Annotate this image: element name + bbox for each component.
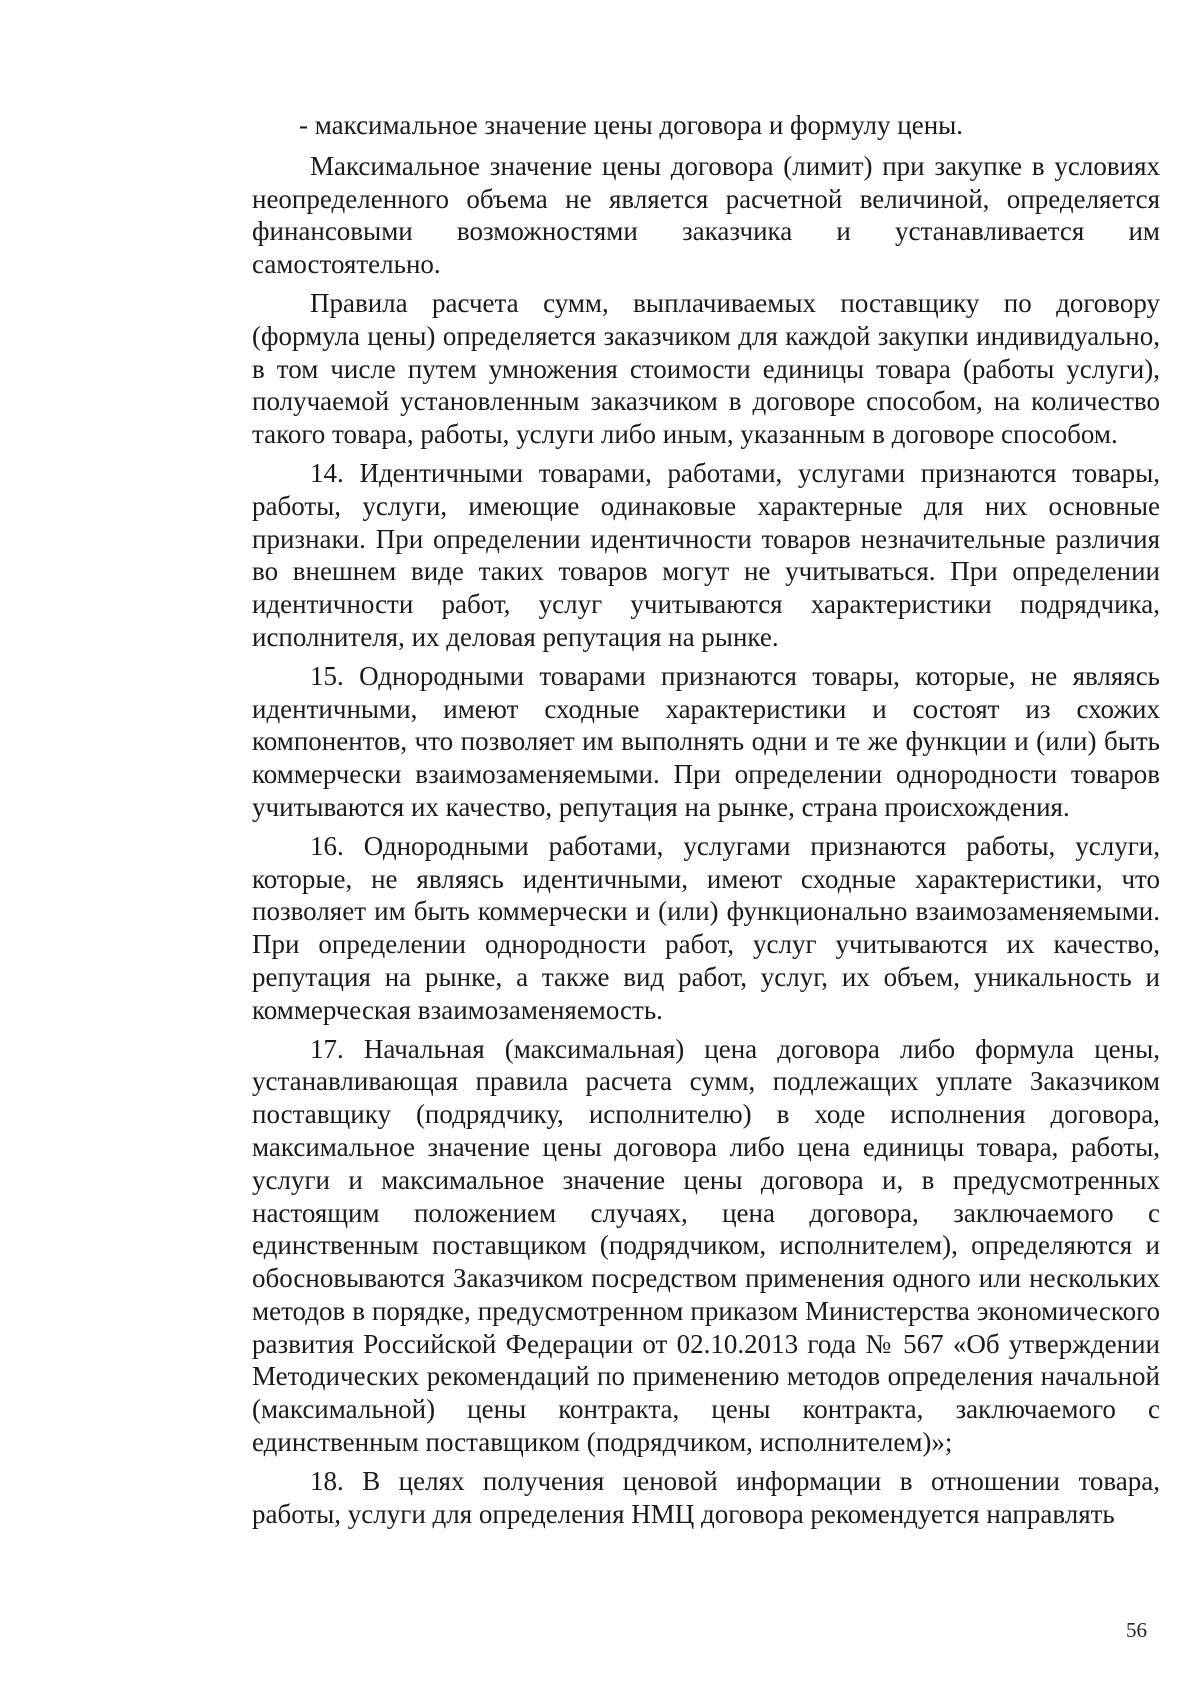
- paragraph-15-homogeneous-goods: 15. Однородными товарами признаются товары, которые, не являясь идентичными, имеют сходные характеристики и состоят из схожих компонентов, что позволяет им выполнять одни и те же функции и (или) быть коммерчески взаимозаменяемыми. При определении однородности товаров учитываются их качество, репутация на рынке, страна происхождения.: [252, 660, 1160, 822]
- paragraph-price-formula-rules: Правила расчета сумм, выплачиваемых поставщику по договору (формула цены) определяется заказчиком для каждой закупки индивидуально, в том числе путем умножения стоимости единицы товара (работы услуги), получаемой установленным заказчиком в договоре способом, на количество такого товара, работы, услуги либо иным, указанным в договоре способом.: [252, 287, 1160, 450]
- paragraph-17-initial-price: 17. Начальная (максимальная) цена договора либо формула цены, устанавливающая правила расчета сумм, подлежащих уплате Заказчиком поставщику (подрядчику, исполнителю) в ходе исполнения договора, максимальное значение цены договора либо цена единицы товара, работы, услуги и максимальное значение цены договора и, в предусмотренных настоящим положением случаях, цена договора, заключаемого с единственным поставщиком (подрядчиком, исполнителем), определяются и обосновываются Заказчиком посредством применения одного или нескольких методов в порядке, предусмотренном приказом Министерства экономического развития Российской Федерации от 02.10.2013 года № 567 «Об утверждении Методических рекомендаций по применению методов определения начальной (максимальной) цены контракта, цены контракта, заключаемого с единственным поставщиком (подрядчиком, исполнителем)»;: [252, 1033, 1160, 1458]
- paragraph-18-price-information: 18. В целях получения ценовой информации в отношении товара, работы, услуги для определения НМЦ договора рекомендуется направлять: [252, 1465, 1160, 1529]
- document-body: [252, 109, 1160, 1536]
- page-number: 56: [1126, 1618, 1147, 1642]
- paragraph-max-price-limit: Максимальное значение цены договора (лимит) при закупке в условиях неопределенного объема не является расчетной величиной, определяется финансовыми возможностями заказчика и устанавливается им самостоятельно.: [252, 150, 1160, 280]
- paragraph-14-identical-goods: 14. Идентичными товарами, работами, услугами признаются товары, работы, услуги, имеющие одинаковые характерные для них основные признаки. При определении идентичности товаров незначительные различия во внешнем виде таких товаров могут не учитываться. При определении идентичности работ, услуг учитываются характеристики подрядчика, исполнителя, их деловая репутация на рынке.: [252, 457, 1160, 652]
- paragraph-16-homogeneous-works: 16. Однородными работами, услугами признаются работы, услуги, которые, не являясь идентичными, имеют сходные характеристики, что позволяет им быть коммерчески и (или) функционально взаимозаменяемыми. При определении однородности работ, услуг учитываются их качество, репутация на рынке, а также вид работ, услуг, их объем, уникальность и коммерческая взаимозаменяемость.: [252, 830, 1160, 1025]
- paragraph-list-item-max-price: - максимальное значение цены договора и формулу цены.: [299, 110, 964, 140]
